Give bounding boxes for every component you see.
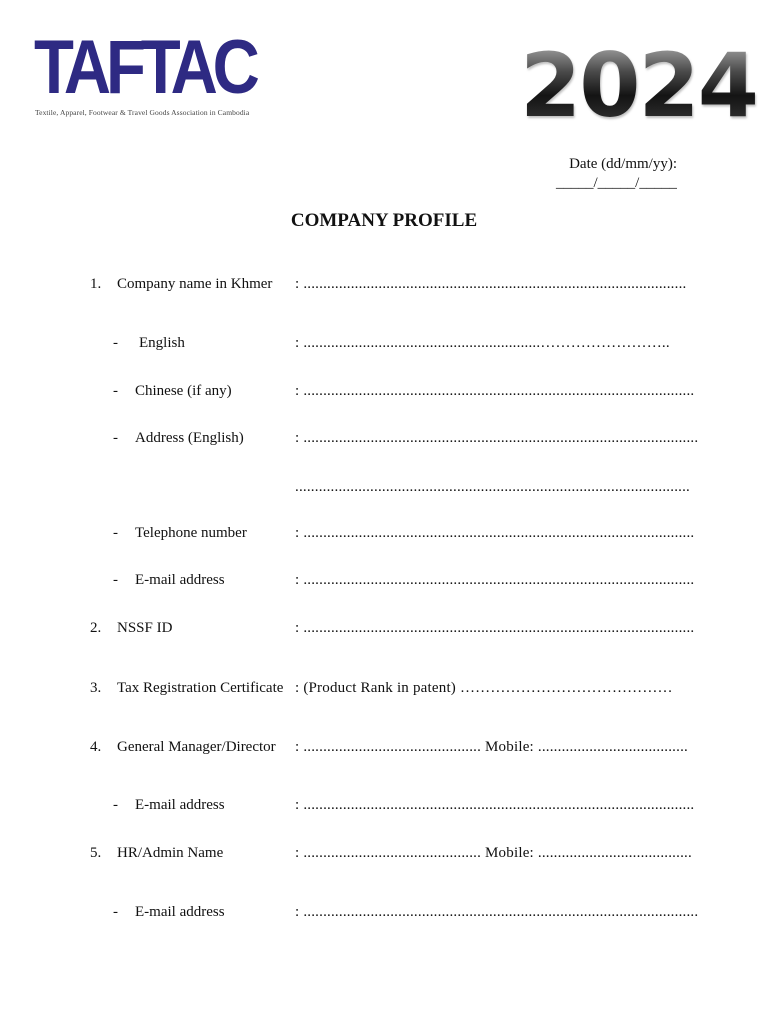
bullet-dash: - [113, 572, 118, 588]
field-label: Tax Registration Certificate [117, 680, 284, 696]
gm-email-input[interactable]: : ................................................................................................... [295, 797, 695, 813]
field-english [0, 335, 768, 357]
chinese-name-input[interactable]: : ................................................................................................... [295, 383, 695, 399]
bullet-dash: - [113, 797, 118, 813]
field-general-manager [0, 739, 768, 761]
item-number: 5. [90, 845, 102, 861]
address-input[interactable]: : .................................................................................................... [295, 430, 699, 446]
bullet-dash: - [113, 383, 118, 399]
year-heading: 2024 [520, 34, 757, 137]
field-label: English [139, 335, 185, 351]
address-input-line-2[interactable]: .................................................................................................... [295, 479, 690, 495]
field-label: Chinese (if any) [135, 383, 232, 399]
field-label: NSSF ID [117, 620, 173, 636]
field-label: Telephone number [135, 525, 247, 541]
item-number: 3. [90, 680, 102, 696]
english-name-input[interactable]: : ............................................................…………………….. [295, 335, 670, 351]
bullet-dash: - [113, 904, 118, 920]
bullet-dash: - [113, 335, 118, 351]
item-number: 4. [90, 739, 102, 755]
field-tax-registration [0, 680, 768, 702]
taftac-logo: TAFTAC [34, 25, 255, 110]
field-label: Address (English) [135, 430, 244, 446]
field-label: HR/Admin Name [117, 845, 224, 861]
nssf-id-input[interactable]: : ................................................................................................... [295, 620, 695, 636]
field-address [0, 430, 768, 452]
field-hr-admin [0, 845, 768, 867]
bullet-dash: - [113, 525, 118, 541]
field-label: E-mail address [135, 904, 225, 920]
field-label: E-mail address [135, 572, 225, 588]
item-number: 1. [90, 276, 102, 292]
date-field[interactable]: _____/_____/_____ [556, 175, 677, 191]
page-title: COMPANY PROFILE [290, 210, 478, 231]
field-company-khmer [0, 276, 768, 298]
company-khmer-input[interactable]: : ................................................................................................. [295, 276, 687, 292]
bullet-dash: - [113, 430, 118, 446]
field-gm-email [0, 797, 768, 819]
date-label: Date (dd/mm/yy): [569, 156, 677, 172]
field-email [0, 572, 768, 594]
field-label: E-mail address [135, 797, 225, 813]
field-telephone [0, 525, 768, 547]
tax-registration-input[interactable]: : (Product Rank in patent) …………………………………… [295, 680, 673, 696]
field-hr-email [0, 904, 768, 926]
hr-admin-input[interactable]: : ............................................. Mobile: ....................................... [295, 845, 692, 861]
field-chinese [0, 383, 768, 405]
field-label: General Manager/Director [117, 739, 276, 755]
hr-email-input[interactable]: : .................................................................................................... [295, 904, 699, 920]
logo-tagline: Textile, Apparel, Footwear & Travel Goods Association in Cambodia [35, 108, 250, 117]
field-label: Company name in Khmer [117, 276, 273, 292]
telephone-input[interactable]: : ................................................................................................... [295, 525, 695, 541]
email-input[interactable]: : ................................................................................................... [295, 572, 695, 588]
general-manager-input[interactable]: : ............................................. Mobile: ...................................... [295, 739, 688, 755]
field-nssf-id [0, 620, 768, 642]
item-number: 2. [90, 620, 102, 636]
field-address-continued [0, 479, 768, 501]
